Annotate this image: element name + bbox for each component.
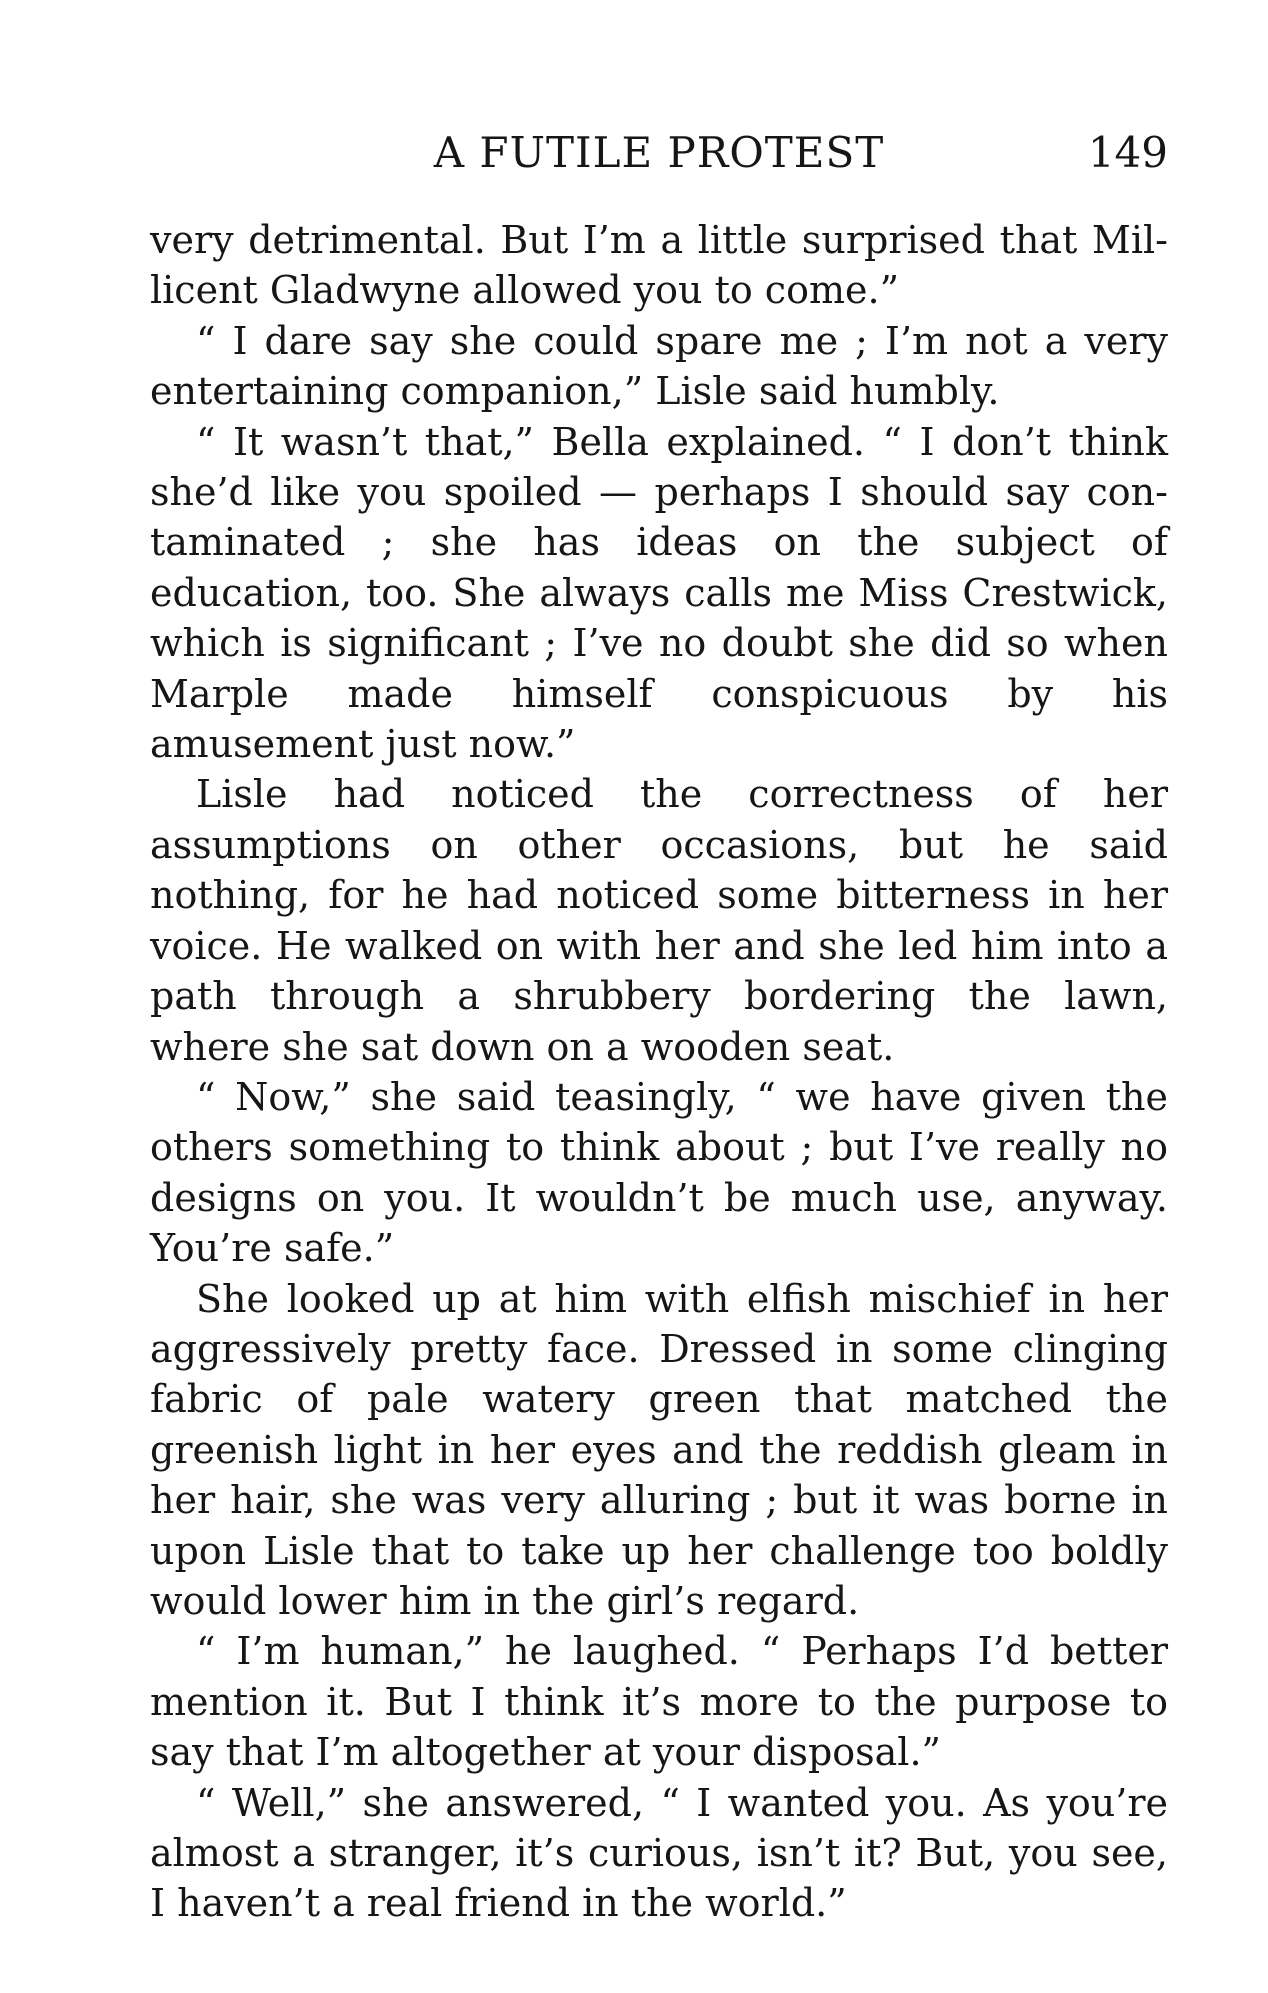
running-head — [150, 125, 1168, 181]
paragraph-1: very detrimental. But I’m a little surprised that Millicent Gladwyne allowed you to come.” — [150, 218, 1168, 313]
running-title: A FUTILE PROTEST — [433, 128, 885, 177]
paragraph-5: “ Now,” she said teasingly, “ we have given the others something to think about ; but I’ve really no designs on you. It wouldn’t be much use, anyway. You’re safe.” — [150, 1074, 1168, 1271]
paragraph-2: “ I dare say she could spare me ; I’m not a very entertaining companion,” Lisle said humbly. — [150, 318, 1168, 414]
paragraph-6: She looked up at him with elfish mischief in her aggressively pretty face. Dressed in some clinging fabric of pale watery green that matched the greenish light in her eyes and the reddish gleam in her hair, she was very alluring ; but it was borne in upon Lisle that to take up her challenge too boldly would lower him in the girl’s regard. — [150, 1276, 1168, 1623]
paragraph-8: “ Well,” she answered, “ I wanted you. As you’re almost a stranger, it’s curious, isn’t it? But, you see, I haven’t a real friend in the world.” — [150, 1780, 1168, 1926]
page-number: 149 — [1087, 128, 1168, 177]
paragraph-7: “ I’m human,” he laughed. “ Perhaps I’d better mention it. But I think it’s more to the purpose to say that I’m altogether at your disposal.” — [150, 1629, 1168, 1775]
paragraph-4: Lisle had noticed the correctness of her assumptions on other occasions, but he said nothing, for he had noticed some bitterness in her voice. He walked on with her and she led him into a path through a shrubbery bordering the lawn, where she sat down on a wooden seat. — [150, 772, 1168, 1069]
body-text — [150, 215, 1168, 1929]
paragraph-3: “ It wasn’t that,” Bella explained. “ I don’t think she’d like you spoiled — perhaps I should say contaminated ; she has ideas on the subject of education, too. She always calls me Miss Crestwick, which is significant ; I’ve no doubt she did so when Marple made himself conspicuous by his amusement just now.” — [150, 419, 1168, 767]
